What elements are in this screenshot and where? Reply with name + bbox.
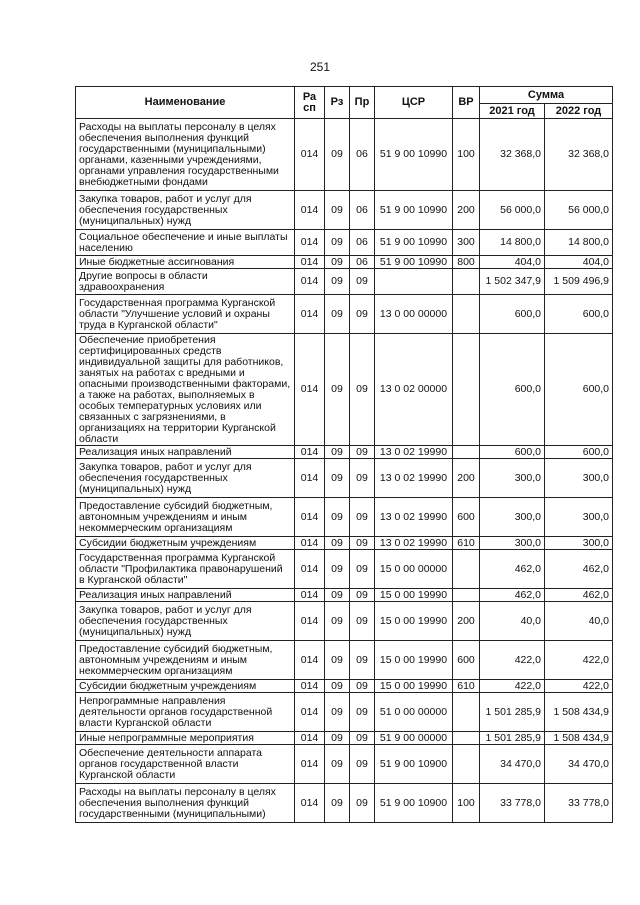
row-csr: 13 0 02 00000 — [375, 334, 453, 446]
row-pr: 09 — [350, 641, 375, 680]
row-sum-2022: 404,0 — [545, 256, 613, 269]
row-csr: 51 0 00 00000 — [375, 693, 453, 732]
row-csr: 51 9 00 10990 — [375, 230, 453, 256]
row-pr: 06 — [350, 230, 375, 256]
row-vr: 200 — [453, 602, 480, 641]
row-csr: 51 9 00 10990 — [375, 119, 453, 191]
row-name: Закупка товаров, работ и услуг для обеспечения государственных (муниципальных) нужд — [76, 602, 295, 641]
row-pr: 09 — [350, 550, 375, 589]
row-sum-2022: 462,0 — [545, 550, 613, 589]
row-rz: 09 — [325, 459, 350, 498]
row-name: Расходы на выплаты персоналу в целях обеспечения выполнения функций государственными (муниципальными) — [76, 784, 295, 823]
row-name: Другие вопросы в области здравоохранения — [76, 269, 295, 295]
row-ra: 014 — [295, 745, 325, 784]
row-vr — [453, 446, 480, 459]
row-sum-2022: 422,0 — [545, 680, 613, 693]
row-rz: 09 — [325, 602, 350, 641]
row-csr: 51 9 00 10990 — [375, 191, 453, 230]
row-rz: 09 — [325, 230, 350, 256]
row-sum-2021: 34 470,0 — [480, 745, 545, 784]
row-sum-2022: 600,0 — [545, 334, 613, 446]
row-csr: 13 0 00 00000 — [375, 295, 453, 334]
row-sum-2021: 1 501 285,9 — [480, 693, 545, 732]
table-row — [76, 784, 613, 823]
header-csr: ЦСР — [375, 87, 453, 119]
row-sum-2022: 300,0 — [545, 459, 613, 498]
row-pr: 09 — [350, 498, 375, 537]
row-sum-2022: 600,0 — [545, 446, 613, 459]
row-vr — [453, 589, 480, 602]
row-csr — [375, 269, 453, 295]
row-csr: 15 0 00 19990 — [375, 602, 453, 641]
header-year-2022: 2022 год — [545, 104, 613, 119]
table-row — [76, 230, 613, 256]
table-row — [76, 269, 613, 295]
row-csr: 51 9 00 10900 — [375, 745, 453, 784]
row-ra: 014 — [295, 680, 325, 693]
row-rz: 09 — [325, 641, 350, 680]
row-name: Иные бюджетные ассигнования — [76, 256, 295, 269]
row-rz: 09 — [325, 119, 350, 191]
row-ra: 014 — [295, 550, 325, 589]
row-sum-2021: 300,0 — [480, 498, 545, 537]
row-name: Реализация иных направлений — [76, 446, 295, 459]
row-sum-2022: 1 509 496,9 — [545, 269, 613, 295]
row-vr: 600 — [453, 641, 480, 680]
table-row — [76, 295, 613, 334]
row-pr: 09 — [350, 693, 375, 732]
row-sum-2022: 300,0 — [545, 537, 613, 550]
row-csr: 15 0 00 19990 — [375, 641, 453, 680]
row-sum-2022: 300,0 — [545, 498, 613, 537]
row-vr — [453, 550, 480, 589]
row-sum-2021: 1 502 347,9 — [480, 269, 545, 295]
row-vr: 200 — [453, 459, 480, 498]
row-pr: 09 — [350, 602, 375, 641]
row-vr: 100 — [453, 119, 480, 191]
row-sum-2021: 56 000,0 — [480, 191, 545, 230]
row-csr: 13 0 02 19990 — [375, 537, 453, 550]
row-sum-2022: 14 800,0 — [545, 230, 613, 256]
row-ra: 014 — [295, 119, 325, 191]
row-sum-2022: 422,0 — [545, 641, 613, 680]
row-name: Субсидии бюджетным учреждениям — [76, 537, 295, 550]
row-csr: 51 9 00 10990 — [375, 256, 453, 269]
row-rz: 09 — [325, 537, 350, 550]
row-pr: 09 — [350, 446, 375, 459]
row-rz: 09 — [325, 269, 350, 295]
row-pr: 09 — [350, 269, 375, 295]
row-rz: 09 — [325, 256, 350, 269]
row-ra: 014 — [295, 602, 325, 641]
row-sum-2022: 33 778,0 — [545, 784, 613, 823]
row-name: Закупка товаров, работ и услуг для обеспечения государственных (муниципальных) нужд — [76, 191, 295, 230]
row-name: Государственная программа Курганской области "Улучшение условий и охраны труда в Курганской области" — [76, 295, 295, 334]
table-row — [76, 334, 613, 446]
row-ra: 014 — [295, 693, 325, 732]
row-sum-2022: 600,0 — [545, 295, 613, 334]
row-csr: 13 0 02 19990 — [375, 498, 453, 537]
header-vr: ВР — [453, 87, 480, 119]
header-year-2021: 2021 год — [480, 104, 545, 119]
row-sum-2022: 56 000,0 — [545, 191, 613, 230]
row-vr: 100 — [453, 784, 480, 823]
row-ra: 014 — [295, 295, 325, 334]
table-row — [76, 550, 613, 589]
row-name: Реализация иных направлений — [76, 589, 295, 602]
row-ra: 014 — [295, 230, 325, 256]
row-sum-2021: 33 778,0 — [480, 784, 545, 823]
row-name: Непрограммные направления деятельности органов государственной власти Курганской области — [76, 693, 295, 732]
row-pr: 09 — [350, 537, 375, 550]
row-csr: 51 9 00 10900 — [375, 784, 453, 823]
row-ra: 014 — [295, 537, 325, 550]
table-row — [76, 256, 613, 269]
row-rz: 09 — [325, 732, 350, 745]
row-rz: 09 — [325, 693, 350, 732]
row-pr: 06 — [350, 256, 375, 269]
row-sum-2021: 600,0 — [480, 446, 545, 459]
row-vr — [453, 295, 480, 334]
row-ra: 014 — [295, 784, 325, 823]
row-name: Иные непрограммные мероприятия — [76, 732, 295, 745]
row-sum-2021: 300,0 — [480, 537, 545, 550]
table-row — [76, 745, 613, 784]
row-rz: 09 — [325, 334, 350, 446]
table-row — [76, 191, 613, 230]
table-body — [76, 119, 613, 823]
row-name: Социальное обеспечение и иные выплаты населению — [76, 230, 295, 256]
row-sum-2022: 462,0 — [545, 589, 613, 602]
budget-table — [75, 86, 613, 823]
row-pr: 09 — [350, 295, 375, 334]
row-sum-2021: 1 501 285,9 — [480, 732, 545, 745]
row-sum-2021: 422,0 — [480, 680, 545, 693]
table-row — [76, 693, 613, 732]
row-sum-2021: 600,0 — [480, 334, 545, 446]
row-name: Государственная программа Курганской области "Профилактика правонарушений в Курганской области" — [76, 550, 295, 589]
row-sum-2021: 14 800,0 — [480, 230, 545, 256]
row-csr: 51 9 00 00000 — [375, 732, 453, 745]
row-vr: 600 — [453, 498, 480, 537]
row-pr: 06 — [350, 191, 375, 230]
table-row — [76, 680, 613, 693]
table-row — [76, 446, 613, 459]
header-pr: Пр — [350, 87, 375, 119]
row-ra: 014 — [295, 459, 325, 498]
row-ra: 014 — [295, 641, 325, 680]
row-vr: 610 — [453, 537, 480, 550]
table-row — [76, 641, 613, 680]
row-vr — [453, 732, 480, 745]
row-sum-2021: 32 368,0 — [480, 119, 545, 191]
row-rz: 09 — [325, 498, 350, 537]
row-vr: 800 — [453, 256, 480, 269]
row-sum-2022: 34 470,0 — [545, 745, 613, 784]
row-csr: 13 0 02 19990 — [375, 459, 453, 498]
row-sum-2021: 600,0 — [480, 295, 545, 334]
row-pr: 06 — [350, 119, 375, 191]
row-sum-2022: 1 508 434,9 — [545, 732, 613, 745]
row-ra: 014 — [295, 446, 325, 459]
row-pr: 09 — [350, 589, 375, 602]
table-row — [76, 589, 613, 602]
row-sum-2021: 462,0 — [480, 550, 545, 589]
row-rz: 09 — [325, 680, 350, 693]
row-vr: 300 — [453, 230, 480, 256]
row-vr — [453, 334, 480, 446]
row-ra: 014 — [295, 589, 325, 602]
row-name: Обеспечение деятельности аппарата органов государственной власти Курганской области — [76, 745, 295, 784]
row-sum-2022: 40,0 — [545, 602, 613, 641]
row-rz: 09 — [325, 446, 350, 459]
row-name: Обеспечение приобретения сертифицированных средств индивидуальной защиты для работников, занятых на работах с вредными и опасными производственными факторами, а также на работах, выполняемых в особых температурных условиях или связанных с загрязнениями, в организациях на территории Курганской области — [76, 334, 295, 446]
table-row — [76, 498, 613, 537]
row-name: Предоставление субсидий бюджетным, автономным учреждениям и иным некоммерческим организациям — [76, 641, 295, 680]
row-ra: 014 — [295, 498, 325, 537]
row-csr: 15 0 00 19990 — [375, 589, 453, 602]
row-rz: 09 — [325, 295, 350, 334]
row-pr: 09 — [350, 334, 375, 446]
row-name: Закупка товаров, работ и услуг для обеспечения государственных (муниципальных) нужд — [76, 459, 295, 498]
header-rz: Рз — [325, 87, 350, 119]
row-pr: 09 — [350, 745, 375, 784]
row-vr — [453, 269, 480, 295]
row-rz: 09 — [325, 191, 350, 230]
row-vr: 610 — [453, 680, 480, 693]
row-rz: 09 — [325, 550, 350, 589]
row-pr: 09 — [350, 784, 375, 823]
header-sum: Сумма — [480, 87, 613, 104]
header-ra: Ра сп — [295, 87, 325, 119]
page-number: 251 — [309, 60, 331, 74]
table-row — [76, 119, 613, 191]
table-row — [76, 732, 613, 745]
row-name: Расходы на выплаты персоналу в целях обеспечения выполнения функций государственными (муниципальными) органами, казенными учреждениями, органами управления государственными внебюджетными фондами — [76, 119, 295, 191]
row-pr: 09 — [350, 732, 375, 745]
row-sum-2021: 300,0 — [480, 459, 545, 498]
row-sum-2021: 40,0 — [480, 602, 545, 641]
table-row — [76, 537, 613, 550]
row-name: Субсидии бюджетным учреждениям — [76, 680, 295, 693]
row-rz: 09 — [325, 589, 350, 602]
row-ra: 014 — [295, 334, 325, 446]
row-csr: 15 0 00 19990 — [375, 680, 453, 693]
row-ra: 014 — [295, 191, 325, 230]
row-ra: 014 — [295, 269, 325, 295]
row-vr: 200 — [453, 191, 480, 230]
row-pr: 09 — [350, 680, 375, 693]
row-rz: 09 — [325, 784, 350, 823]
row-ra: 014 — [295, 256, 325, 269]
row-rz: 09 — [325, 745, 350, 784]
row-sum-2021: 404,0 — [480, 256, 545, 269]
row-sum-2021: 462,0 — [480, 589, 545, 602]
row-sum-2021: 422,0 — [480, 641, 545, 680]
row-vr — [453, 745, 480, 784]
row-vr — [453, 693, 480, 732]
row-sum-2022: 32 368,0 — [545, 119, 613, 191]
row-sum-2022: 1 508 434,9 — [545, 693, 613, 732]
row-ra: 014 — [295, 732, 325, 745]
row-csr: 15 0 00 00000 — [375, 550, 453, 589]
table-row — [76, 602, 613, 641]
row-name: Предоставление субсидий бюджетным, автономным учреждениям и иным некоммерческим организациям — [76, 498, 295, 537]
header-name: Наименование — [76, 87, 295, 119]
row-pr: 09 — [350, 459, 375, 498]
row-csr: 13 0 02 19990 — [375, 446, 453, 459]
table-row — [76, 459, 613, 498]
